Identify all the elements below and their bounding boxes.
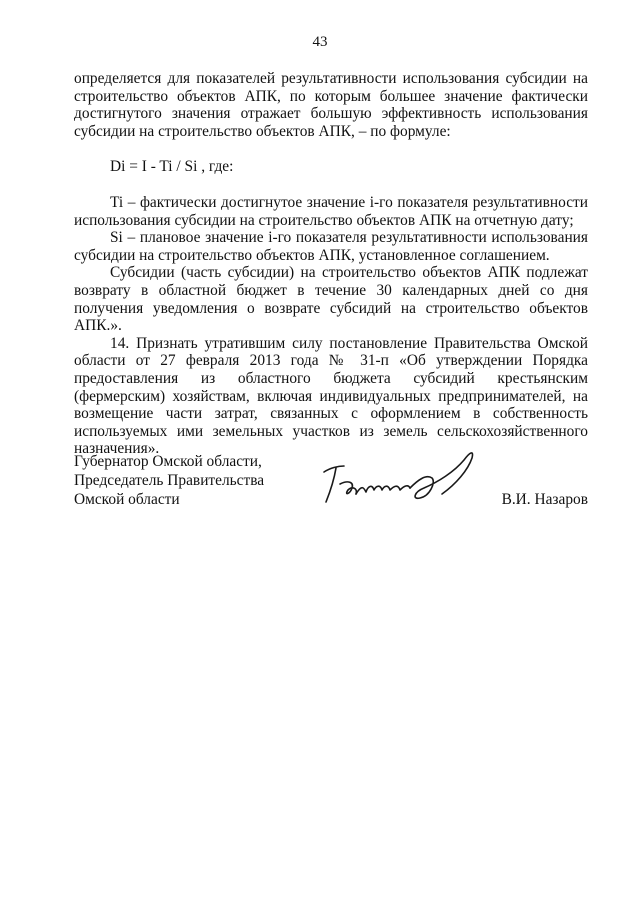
paragraph-si-definition: Si – плановое значение i-го показателя результативности использования субсидии на строительство объектов АПК, установленное соглашением.: [74, 229, 588, 264]
paragraph-ti-definition: Ti – фактически достигнутое значение i-го показателя результативности использования субсидии на строительство объектов АПК на отчетную дату;: [74, 193, 588, 229]
signatory-name: В.И. Назаров: [501, 491, 588, 508]
signatory-position: [74, 452, 264, 509]
paragraph-item-14: 14. Признать утратившим силу постановление Правительства Омской области от 27 февраля 2013 года № 31-п «Об утверждении Порядка предоставления из областного бюджета субсидий крестьянским (фермерским) хозяйствам, включая индивидуальных предпринимателей, на возмещение части затрат, связанных с оформлением в собственность используемых ими земельных участков из земель сельскохозяйственного назначения».: [74, 334, 588, 458]
position-line-3: Омской области: [74, 491, 180, 508]
position-line-2: Председатель Правительства: [74, 472, 265, 489]
page-number: 43: [312, 34, 328, 50]
signature-block: [74, 452, 588, 522]
position-line-1: Губернатор Омской области,: [74, 453, 262, 470]
document-body: [74, 70, 588, 458]
handwritten-signature: [314, 444, 484, 514]
formula: Di = I - Ti / Si , где:: [110, 158, 234, 176]
paragraph-formula-intro: определяется для показателей результативности использования субсидии на строительство объектов АПК, по которым большее значение фактически достигнутого значения отражает большую эффективность использования субсидии на строительство объектов АПК, – по формуле:: [74, 70, 588, 140]
paragraph-return-subsidy: Субсидии (часть субсидии) на строительство объектов АПК подлежат возврату в областной бюджет в течение 30 календарных дней со дня получения уведомления о возврате субсидий на строительство объектов АПК.».: [74, 264, 588, 335]
